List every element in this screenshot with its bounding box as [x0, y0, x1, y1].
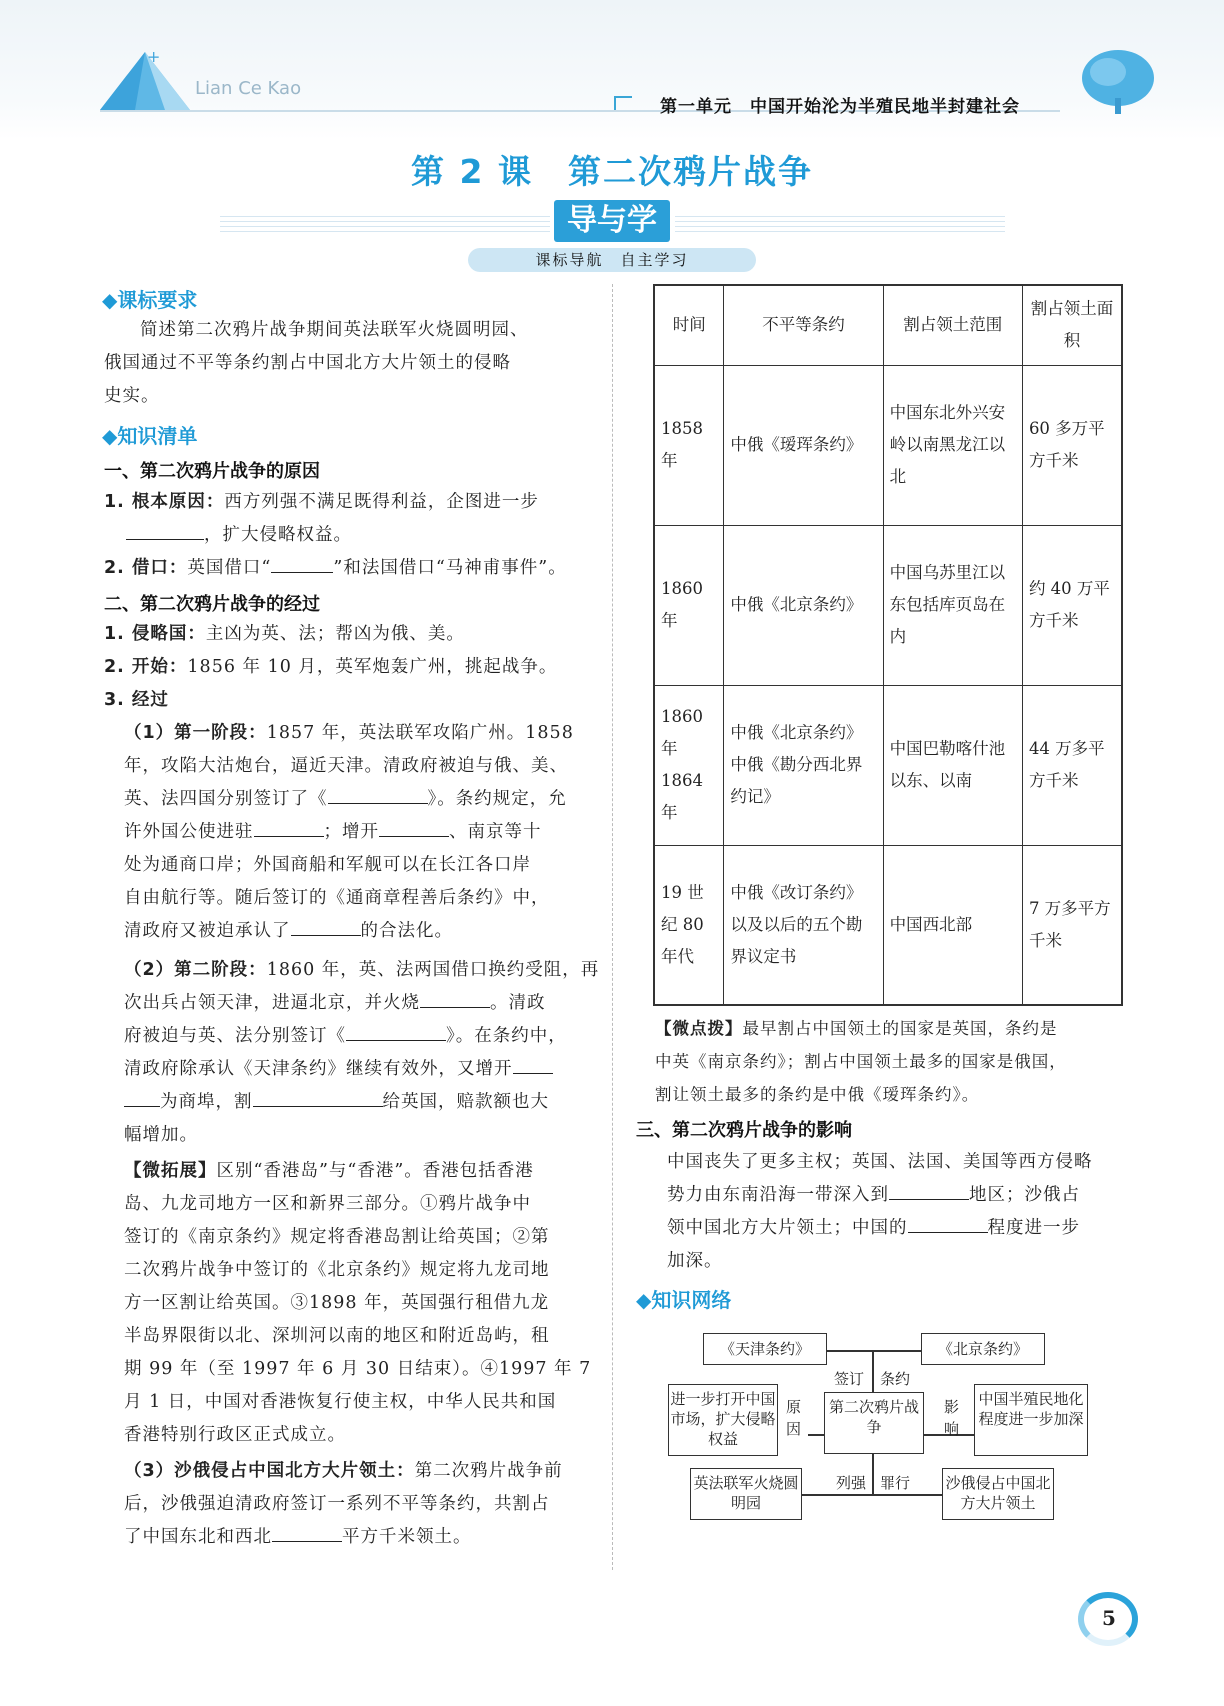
line-text: 半岛界限街以北、深圳河以南的地区和附近岛屿，租 [124, 1326, 550, 1346]
item-label: 1. 侵略国： [104, 624, 206, 644]
header-area: 割占领土面积 [1022, 285, 1122, 365]
text-line [124, 1419, 602, 1452]
line-label: （3）沙俄侵占中国北方大片领土： [124, 1461, 415, 1481]
cell-time: 19 世纪 80 年代 [654, 845, 724, 1005]
fill-blank[interactable] [513, 1053, 553, 1074]
line-text: 、南京等十 [449, 822, 542, 842]
line-text: 二次鸦片战争中签订的《北京条约》规定将九龙司地 [124, 1260, 550, 1280]
line-text: 方一区割让给英国。③1898 年，英国强行租借九龙 [124, 1293, 550, 1313]
curriculum-line: 俄国通过不平等条约割占中国北方大片领土的侵略 [104, 353, 511, 373]
label-powers: 列强 [836, 1474, 867, 1492]
text-line [124, 1188, 602, 1221]
fill-blank[interactable] [328, 783, 428, 804]
fill-blank[interactable] [908, 1212, 988, 1233]
item-label: 2. 开始： [104, 657, 188, 677]
section2-body [104, 618, 604, 717]
item-text: ，扩大侵略权益。 [204, 525, 352, 545]
item-label: 2. 借口： [104, 558, 188, 578]
text-line [124, 1455, 602, 1488]
item-text: 西方列强不满足既得利益，企图进一步 [224, 492, 539, 512]
line-text: 区别“香港岛”与“香港”。香港包括香港 [216, 1161, 534, 1181]
connector-line [802, 1494, 942, 1496]
curriculum-line: 史实。 [104, 386, 160, 406]
tip-line: 最早割占中国领土的国家是英国，条约是 [742, 1019, 1058, 1038]
treaty-table [653, 284, 1123, 1006]
line-text: 1860 年，英、法两国借口换约受阻，再 [266, 960, 600, 980]
box-crime-russia: 沙俄侵占中国北方大片领土 [942, 1468, 1054, 1520]
text-line [124, 783, 602, 816]
curriculum-line: 简述第二次鸦片战争期间英法联军火烧圆明园、 [140, 320, 529, 340]
stage3-text [124, 1455, 602, 1554]
fill-blank[interactable] [420, 987, 490, 1008]
section3-line: 中国丧失了更多主权；英国、法国、美国等西方侵略 [667, 1152, 1093, 1172]
box-cause: 进一步打开中国市场，扩大侵略权益 [668, 1384, 778, 1456]
line-text: 。清政 [490, 993, 546, 1013]
line-text: 第二次鸦片战争前 [414, 1461, 563, 1481]
table-header-row [654, 285, 1122, 365]
knowledge-list-heading: ◆知识清单 [102, 424, 198, 448]
text-line [124, 954, 602, 987]
line-text: 为商埠，割 [160, 1092, 253, 1112]
label-cause: 原因 [786, 1398, 802, 1438]
label-effect: 影响 [944, 1398, 960, 1438]
text-line [124, 717, 602, 750]
connector-line [808, 1434, 824, 1436]
text-line [124, 1386, 602, 1419]
expand-note [124, 1155, 602, 1452]
text-line [124, 1287, 602, 1320]
line-text: 处为通商口岸；外国商船和军舰可以在长江各口岸 [124, 855, 531, 875]
header-time: 时间 [654, 285, 724, 365]
text-line [124, 1488, 602, 1521]
item-text: 1856 年 10 月，英军炮轰广州，挑起战争。 [187, 657, 558, 677]
tip-label: 【微点拨】 [655, 1019, 743, 1038]
text-line [124, 1254, 602, 1287]
fill-blank[interactable] [253, 1086, 383, 1107]
line-text: 许外国公使进驻 [124, 822, 254, 842]
section2-title: 二、第二次鸦片战争的经过 [104, 594, 320, 615]
guide-pill: 课标导航 自主学习 [468, 248, 756, 272]
text-line [124, 1353, 602, 1386]
section3-line: 加深。 [667, 1251, 723, 1271]
text-line [124, 1020, 602, 1053]
line-text: 年，攻陷大沽炮台，逼近天津。清政府被迫与俄、美、 [124, 756, 568, 776]
item-label: 3. 经过 [104, 690, 169, 710]
text-line [124, 1320, 602, 1353]
section3-line: 地区；沙俄占 [969, 1185, 1080, 1205]
text-line [124, 1221, 602, 1254]
line-text: 的合法化。 [360, 921, 453, 941]
line-label: （2）第二阶段： [124, 960, 267, 980]
fill-blank[interactable] [889, 1179, 969, 1200]
cell-area: 44 万多平方千米 [1022, 685, 1122, 845]
cell-treaty: 中俄《北京条约》中俄《勘分西北界约记》 [724, 685, 883, 845]
cell-area: 60 多万平方千米 [1022, 365, 1122, 525]
fill-blank[interactable] [126, 519, 204, 540]
text-line [124, 915, 602, 948]
fill-blank[interactable] [291, 915, 361, 936]
tip-line: 割让领土最多的条约是中俄《瑷珲条约》。 [655, 1085, 980, 1104]
table-row [654, 685, 1122, 845]
text-line [124, 1119, 602, 1152]
connector-line [826, 1350, 922, 1352]
stage2-text [124, 954, 602, 1152]
label-treaty: 条约 [880, 1370, 911, 1388]
guide-badge: 导与学 [554, 200, 670, 242]
line-text: 给英国，赔款额也大 [382, 1092, 549, 1112]
text-line [124, 1086, 602, 1119]
box-beijing-treaty: 《北京条约》 [921, 1333, 1045, 1365]
line-text: 平方千米领土。 [342, 1527, 472, 1547]
section3-body [667, 1146, 1127, 1278]
line-text: 了中国东北和西北 [124, 1527, 272, 1547]
line-label: （1）第一阶段： [124, 723, 267, 743]
box-tianjin-treaty: 《天津条约》 [703, 1333, 827, 1365]
connector-line [872, 1350, 874, 1392]
header-hook [614, 96, 632, 110]
table-row [654, 525, 1122, 685]
section3-line: 势力由东南沿海一带深入到 [667, 1185, 889, 1205]
line-text: 幅增加。 [124, 1125, 198, 1145]
column-divider [612, 284, 613, 1570]
label-sign: 签订 [834, 1370, 865, 1388]
cell-area: 7 万多平方千米 [1022, 845, 1122, 1005]
cell-scope: 中国乌苏里江以东包括库页岛在内 [883, 525, 1022, 685]
network-heading: ◆知识网络 [636, 1288, 732, 1312]
text-line [124, 816, 602, 849]
item-text: 主凶为英、法；帮凶为俄、美。 [205, 624, 465, 644]
section3-line: 领中国北方大片领土；中国的 [667, 1218, 908, 1238]
curriculum-text [104, 314, 592, 413]
cell-time: 1860 年 [654, 525, 724, 685]
page-number: 5 [1102, 1606, 1116, 1630]
fill-blank[interactable] [124, 1086, 160, 1107]
section3-line: 程度进一步 [987, 1218, 1080, 1238]
line-text: 清政府除承认《天津条约》继续有效外，又增开 [124, 1059, 513, 1079]
tree-icon [1078, 48, 1158, 116]
cell-treaty: 中俄《改订条约》以及以后的五个勘界议定书 [724, 845, 883, 1005]
unit-title: 第一单元 中国开始沦为半殖民地半封建社会 [660, 97, 1020, 117]
line-text: 英、法四国分别签订了《 [124, 789, 328, 809]
line-text: 次出兵占领天津，进逼北京，并火烧 [124, 993, 420, 1013]
cell-time: 1858 年 [654, 365, 724, 525]
header-scope: 割占领土范围 [883, 285, 1022, 365]
fill-blank[interactable] [379, 816, 449, 837]
line-text: 1857 年，英法联军攻陷广州。1858 [266, 723, 574, 743]
text-line [124, 750, 602, 783]
line-text: 后，沙俄强迫清政府签订一系列不平等条约，共割占 [124, 1494, 550, 1514]
line-text: 月 1 日，中国对香港恢复行使主权，中华人民共和国 [124, 1392, 557, 1412]
guide-decoration-right [675, 216, 1005, 232]
line-label: 【微拓展】 [124, 1161, 217, 1181]
text-line [124, 1521, 602, 1554]
cell-scope: 中国巴勒喀什池以东、以南 [883, 685, 1022, 845]
item-label: 1. 根本原因： [104, 492, 225, 512]
fill-blank[interactable] [254, 816, 324, 837]
line-text: 自由航行等。随后签订的《通商章程善后条约》中， [124, 888, 550, 908]
line-text: 府被迫与英、法分别签订《 [124, 1026, 346, 1046]
line-text: ；增开 [323, 822, 379, 842]
cell-area: 约 40 万平方千米 [1022, 525, 1122, 685]
line-text: 》。在条约中， [446, 1026, 567, 1046]
brand-text: Lian Ce Kao [195, 78, 302, 99]
text-line [124, 1155, 602, 1188]
curriculum-heading: ◆课标要求 [102, 288, 198, 312]
box-crime-yuanmingyuan: 英法联军火烧圆明园 [690, 1468, 802, 1520]
line-text: 香港特别行政区正式成立。 [124, 1425, 346, 1445]
tent-logo-icon [95, 42, 195, 114]
line-text: 签订的《南京条约》规定将香港岛割让给英国；②第 [124, 1227, 550, 1247]
table-row [654, 845, 1122, 1005]
guide-decoration-left [220, 216, 550, 232]
line-text: 期 99 年（至 1997 年 6 月 30 日结束）。④1997 年 7 [124, 1359, 592, 1379]
line-text: 》。条约规定，允 [427, 789, 567, 809]
box-center: 第二次鸦片战争 [824, 1392, 924, 1454]
cell-time: 1860 年 1864 年 [654, 685, 724, 845]
fill-blank[interactable] [346, 1020, 446, 1041]
table-row [654, 365, 1122, 525]
cell-scope: 中国东北外兴安岭以南黑龙江以北 [883, 365, 1022, 525]
tip-line: 中英《南京条约》；割占中国领土最多的国家是俄国， [655, 1052, 1067, 1071]
section1-title: 一、第二次鸦片战争的原因 [104, 461, 320, 482]
line-text: 清政府又被迫承认了 [124, 921, 291, 941]
connector-line [872, 1454, 874, 1494]
cell-treaty: 中俄《北京条约》 [724, 525, 883, 685]
text-line [124, 882, 602, 915]
header-treaty: 不平等条约 [724, 285, 883, 365]
section3-title: 三、第二次鸦片战争的影响 [636, 1120, 852, 1141]
tip-note [655, 1012, 1125, 1111]
fill-blank[interactable] [272, 1521, 342, 1542]
section1-body [104, 486, 604, 585]
cell-scope: 中国西北部 [883, 845, 1022, 1005]
lesson-title: 第 2 课 第二次鸦片战争 [411, 152, 813, 191]
line-text: 岛、九龙司地方一区和新界三部分。①鸦片战争中 [124, 1194, 531, 1214]
item-text: ”和法国借口“马神甫事件”。 [333, 558, 567, 578]
item-text: 英国借口“ [187, 558, 272, 578]
stage1-text [124, 717, 602, 948]
label-crimes: 罪行 [880, 1474, 911, 1492]
fill-blank[interactable] [271, 552, 333, 573]
box-effect: 中国半殖民地化程度进一步加深 [974, 1384, 1088, 1456]
text-line [124, 987, 602, 1020]
svg-text:+: + [147, 47, 161, 66]
text-line [124, 849, 602, 882]
text-line [124, 1053, 602, 1086]
cell-treaty: 中俄《瑷珲条约》 [724, 365, 883, 525]
